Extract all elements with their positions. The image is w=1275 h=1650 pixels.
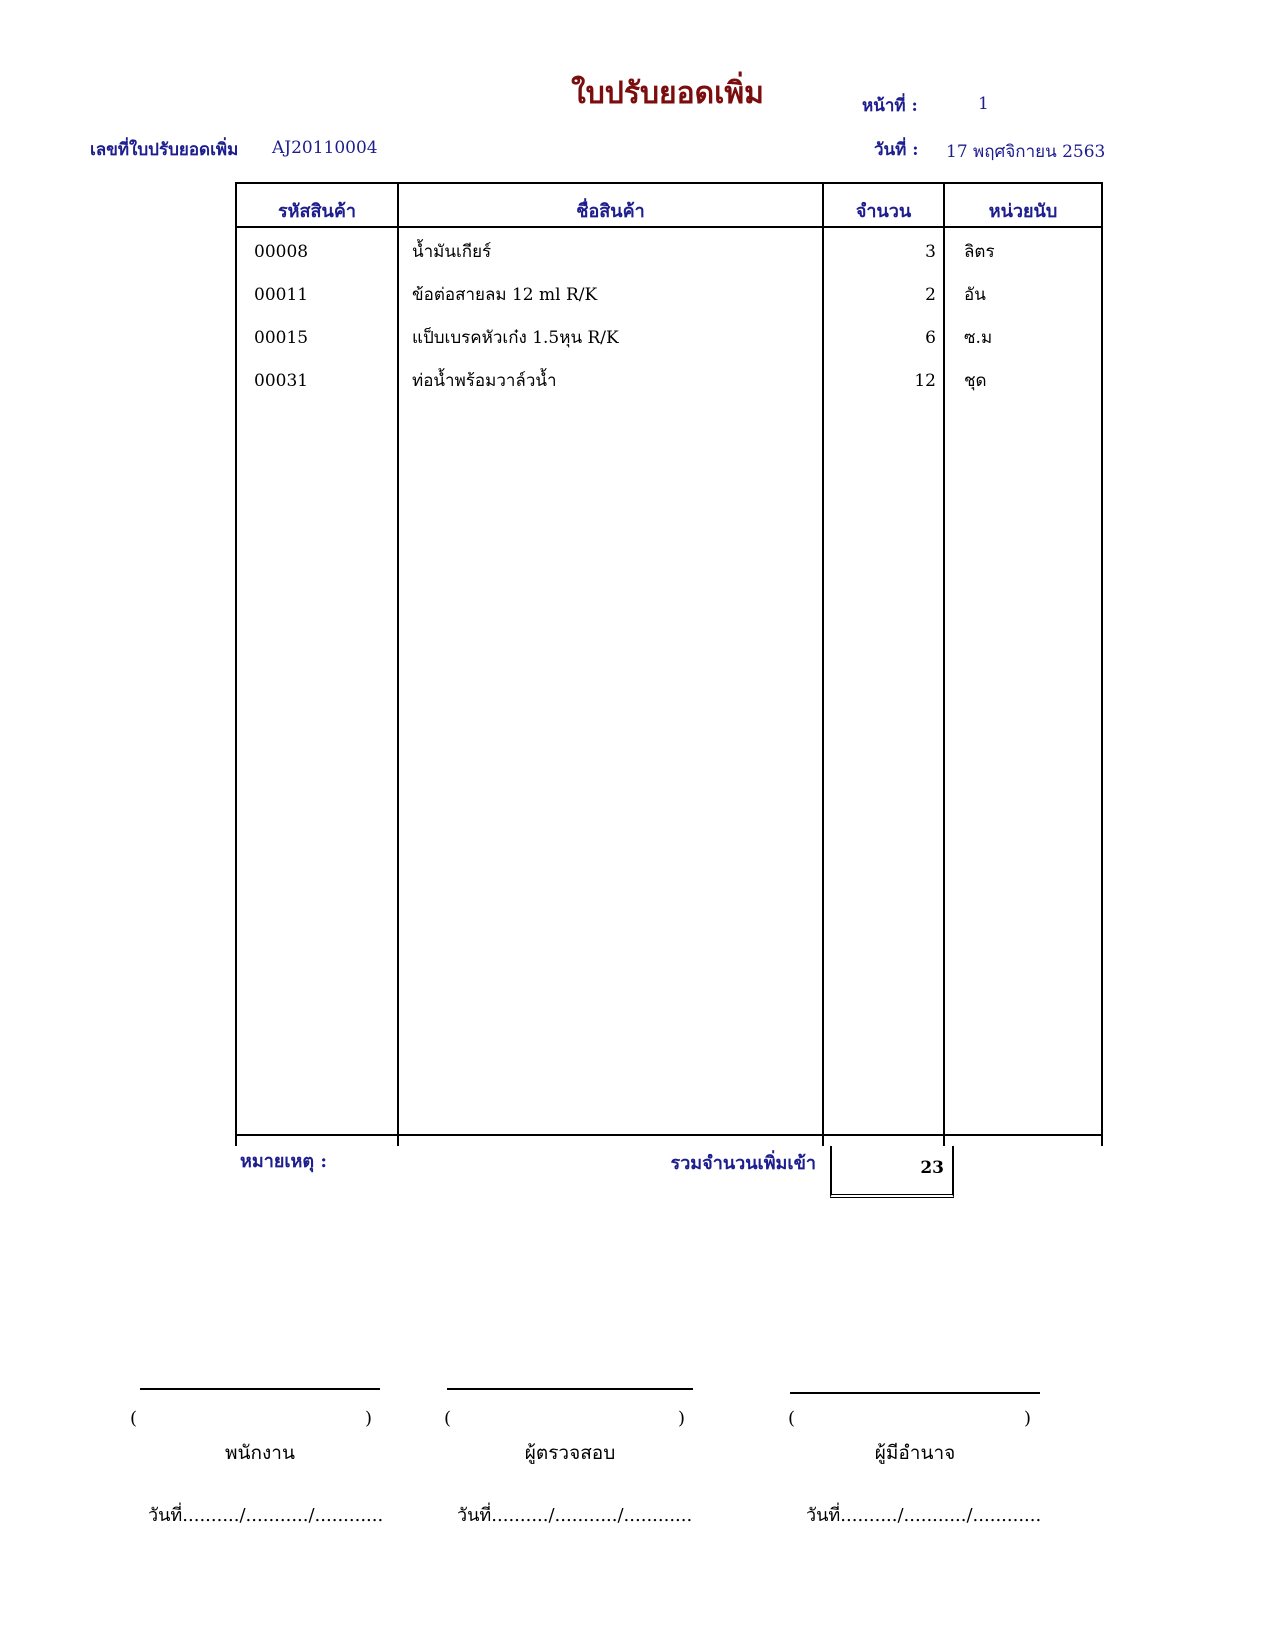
table-row-code: 00031 — [254, 371, 309, 391]
signature-open-paren: ( — [130, 1408, 138, 1429]
table-row-qty: 2 — [925, 285, 936, 305]
column-divider — [397, 182, 399, 1146]
signature-role-authorizer: ผู้มีอำนาจ — [874, 1442, 956, 1464]
page-value: 1 — [978, 94, 989, 114]
table-row-name: น้ำมันเกียร์ — [412, 242, 492, 262]
page-label: หน้าที่ : — [862, 96, 918, 116]
column-header-qty: จำนวน — [855, 201, 912, 222]
signature-close-paren: ) — [365, 1408, 373, 1429]
table-row-code: 00011 — [254, 285, 309, 305]
document-title: ใบปรับยอดเพิ่ม — [571, 76, 764, 111]
signature-role-staff: พนักงาน — [225, 1442, 295, 1464]
table-row-qty: 6 — [925, 328, 936, 348]
table-row-qty: 3 — [925, 242, 936, 262]
table-header-divider — [235, 226, 1103, 228]
date-value: 17 พฤศจิกายน 2563 — [946, 142, 1106, 162]
total-value: 23 — [830, 1146, 954, 1198]
doc-no-label: เลขที่ใบปรับยอดเพิ่ม — [90, 140, 239, 160]
table-row-code: 00008 — [254, 242, 309, 262]
table-row-name: แป็บเบรคหัวเก๋ง 1.5หุน R/K — [412, 328, 619, 348]
total-label: รวมจำนวนเพิ่มเข้า — [670, 1153, 816, 1174]
table-bottom-line — [235, 1134, 1103, 1136]
column-divider — [943, 182, 945, 1146]
column-header-name: ชื่อสินค้า — [576, 201, 645, 222]
doc-no-value: AJ20110004 — [272, 138, 378, 158]
signature-line — [140, 1388, 380, 1390]
date-label: วันที่ : — [874, 140, 919, 160]
signature-open-paren: ( — [788, 1408, 796, 1429]
column-header-code: รหัสสินค้า — [278, 201, 356, 222]
signature-line — [447, 1388, 693, 1390]
table-row-unit: ลิตร — [964, 242, 995, 262]
table-row-unit: ชุด — [964, 371, 987, 391]
signature-date-line: วันที่........../.........../............ — [457, 1505, 693, 1526]
table-row-name: ข้อต่อสายลม 12 ml R/K — [412, 285, 598, 305]
signature-date-line: วันที่........../.........../............ — [148, 1505, 384, 1526]
signature-close-paren: ) — [678, 1408, 686, 1429]
column-divider — [822, 182, 824, 1146]
table-row-code: 00015 — [254, 328, 309, 348]
table-row-qty: 12 — [914, 371, 936, 391]
signature-line — [790, 1392, 1040, 1394]
signature-date-line: วันที่........../.........../............ — [806, 1505, 1042, 1526]
table-row-unit: ซ.ม — [964, 328, 993, 348]
table-row-name: ท่อน้ำพร้อมวาล์วน้ำ — [412, 371, 557, 391]
column-header-unit: หน่วยนับ — [988, 201, 1058, 222]
signature-role-inspector: ผู้ตรวจสอบ — [524, 1442, 616, 1464]
remark-label: หมายเหตุ : — [240, 1151, 328, 1172]
table-row-unit: อัน — [964, 285, 986, 305]
signature-open-paren: ( — [444, 1408, 452, 1429]
signature-close-paren: ) — [1024, 1408, 1032, 1429]
